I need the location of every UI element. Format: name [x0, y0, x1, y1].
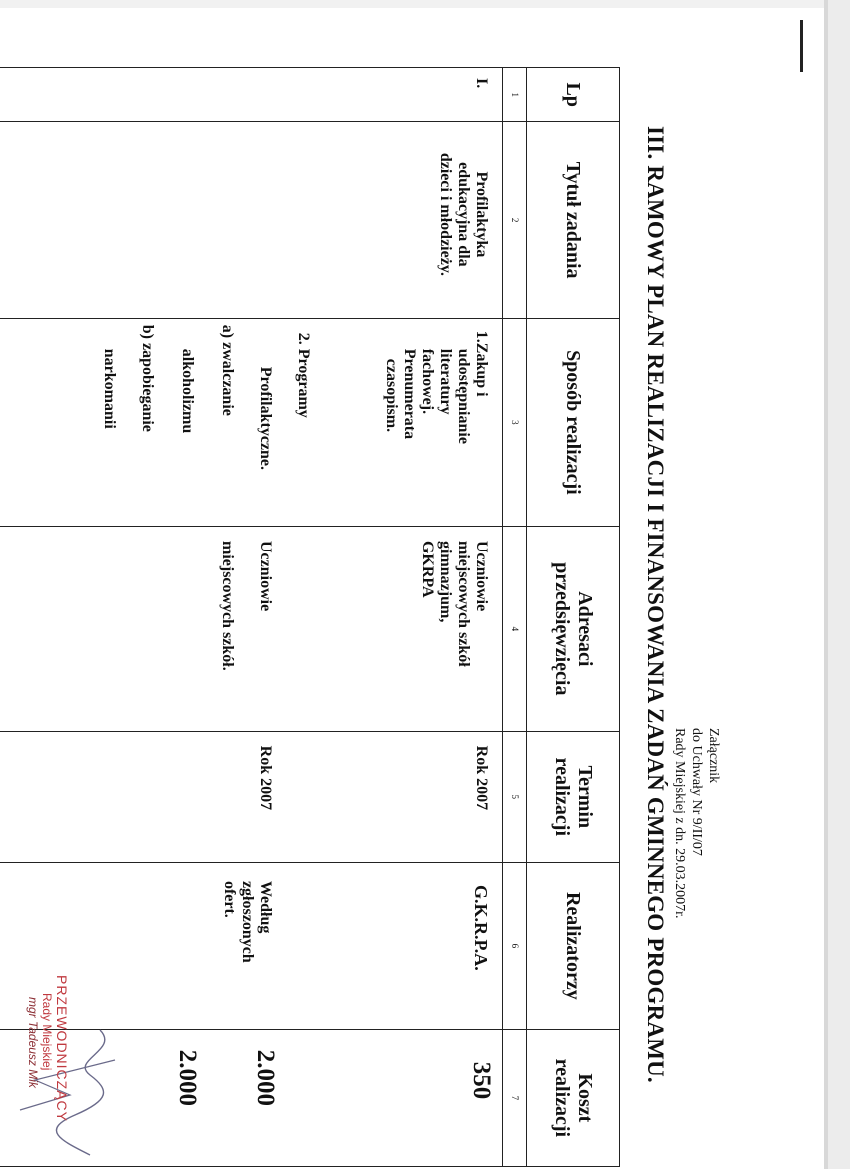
- header-koszt-line2: realizacji: [551, 1058, 573, 1138]
- header-adresaci-line1: Adresaci: [574, 591, 596, 667]
- column-number-3: 3: [503, 318, 527, 526]
- term-2: Rok 2007: [257, 745, 274, 811]
- attachment-line-1: Załącznik: [706, 728, 721, 784]
- header-realizatorzy: Realizatorzy: [527, 862, 620, 1029]
- method-1-line1: 1.Zakup i: [473, 330, 490, 397]
- task-title-line2: edukacyjna dla: [455, 162, 472, 267]
- executor-2-line3: ofert.: [221, 880, 238, 918]
- header-termin-line2: realizacji: [551, 757, 573, 837]
- attachment-line-3: Rady Miejskiej z dn. 29.03.2007r.: [672, 728, 687, 919]
- method-2-line5: b) zapobieganie: [139, 324, 156, 432]
- method-2-line2: Profilaktyczne.: [257, 366, 274, 471]
- cell-adresaci: [0, 526, 503, 731]
- method-1-line3: literatury: [437, 348, 454, 415]
- header-lp: Lp: [527, 68, 620, 122]
- executor-2-line1: Według: [257, 880, 274, 934]
- method-1-line6: czasopism.: [383, 358, 400, 433]
- method-2-line3: a) zwalczanie: [219, 324, 236, 416]
- column-number-1: 1: [503, 68, 527, 122]
- executor-1: G.K.R.P.A.: [471, 884, 491, 971]
- addressees-1-line4: GKRPA: [419, 540, 436, 598]
- method-2-line4: alkoholizmu: [179, 348, 196, 434]
- task-title-line3: dzieci i młodzieży.: [437, 152, 454, 276]
- cell-termin: [0, 731, 503, 862]
- table-row: [0, 68, 503, 1167]
- chairman-stamp: [26, 975, 70, 1122]
- stamp-line-1: PRZEWODNICZĄCY: [54, 975, 70, 1122]
- method-1-line5: Prenumerata: [401, 348, 418, 440]
- header-tytul: Tytuł zadania: [527, 122, 620, 318]
- method-1-line4: fachowej.: [419, 348, 436, 415]
- method-2-line1: 2. Programy: [295, 332, 312, 418]
- cell-realizatorzy: [0, 862, 503, 1029]
- attachment-note: [671, 728, 722, 919]
- cell-tytul: [0, 122, 503, 318]
- header-sposob: Sposób realizacji: [527, 318, 620, 526]
- addressees-2-line2: miejscowych szkół.: [219, 540, 236, 671]
- header-koszt: [527, 1029, 620, 1166]
- column-number-5: 5: [503, 731, 527, 862]
- method-2-line6: narkomanii: [101, 348, 118, 429]
- column-number-4: 4: [503, 526, 527, 731]
- addressees-1-line1: Uczniowie: [473, 540, 490, 612]
- cost-2: 2.000: [252, 1049, 279, 1106]
- stamp-line-2: Rady Miejskiej: [40, 993, 54, 1071]
- term-1: Rok 2007: [473, 745, 490, 811]
- header-termin: [527, 731, 620, 862]
- column-number-7: 7: [503, 1029, 527, 1166]
- addressees-1-line3: gimnazjum,: [437, 540, 454, 623]
- task-title-line1: Profilaktyka: [473, 171, 490, 258]
- column-number-6: 6: [503, 862, 527, 1029]
- header-adresaci: [527, 526, 620, 731]
- cost-1: 350: [468, 1061, 495, 1100]
- column-number-2: 2: [503, 122, 527, 318]
- document-title: III. RAMOWY PLAN REALIZACJI I FINANSOWANIA ZADAŃ GMINNEGO PROGRAMU.: [643, 126, 668, 1083]
- cell-sposob: [0, 318, 503, 526]
- header-adresaci-line2: przedsięwzięcia: [551, 562, 573, 696]
- task-title: [436, 144, 490, 284]
- row-lp: I.: [473, 78, 490, 89]
- stamp-line-3: mgr Tadeusz Mik: [26, 997, 40, 1088]
- header-koszt-line1: Koszt: [574, 1073, 596, 1123]
- cell-lp: [0, 68, 503, 122]
- attachment-line-2: do Uchwały Nr 9/II/07: [689, 728, 704, 856]
- addressees-1-line2: miejscowych szkół: [455, 540, 472, 667]
- cost-3: 2.000: [174, 1049, 201, 1106]
- method-1-line2: udostępnianie: [455, 348, 472, 444]
- header-termin-line1: Termin: [574, 765, 596, 829]
- plan-table: [0, 67, 620, 1167]
- executor-2-line2: zgłoszonych: [239, 880, 256, 963]
- addressees-2-line1: Uczniowie: [257, 540, 274, 612]
